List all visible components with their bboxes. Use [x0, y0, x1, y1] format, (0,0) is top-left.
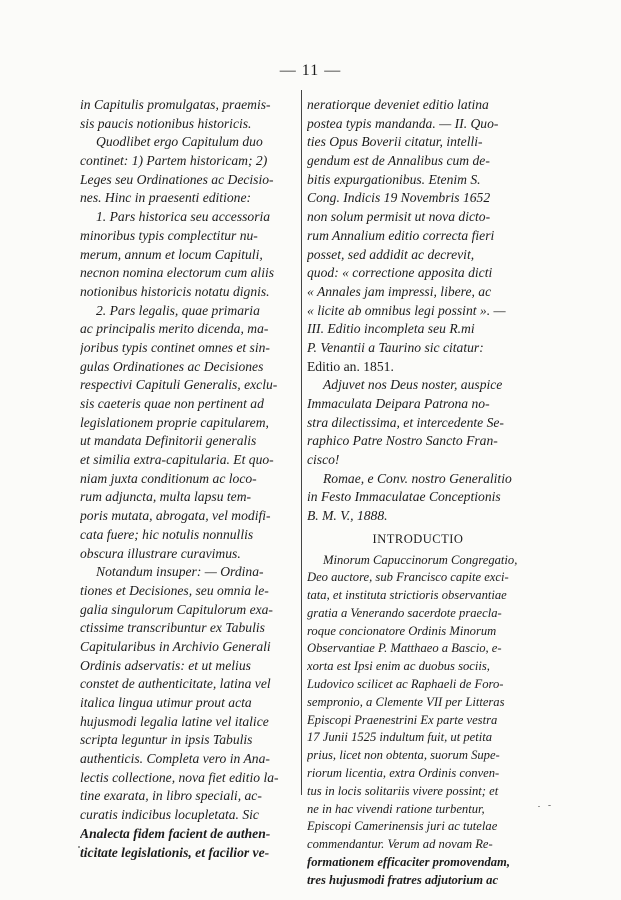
text-line: Analecta fidem facient de authen-: [80, 825, 271, 841]
text-line: Capitularibus in Archivio Generali: [80, 638, 271, 654]
text-line: rum Annalium editio correcta fieri: [307, 227, 495, 243]
text-line: neratiorque deveniet editio latina: [307, 97, 489, 112]
text-line: bitis expurgationibus. Etenim S.: [307, 171, 481, 187]
text-line: « licite ab omnibus legi possint ». —: [307, 302, 506, 318]
text-line: cisco!: [307, 452, 340, 468]
text-line: III. Editio incompleta seu R.mi: [307, 321, 475, 337]
text-line: xorta est Ipsi enim ac duobus sociis,: [307, 659, 490, 674]
text-line: raphico Patre Nostro Sancto Fran-: [307, 433, 498, 449]
text-line: P. Venantii a Taurino sic citatur:: [307, 339, 484, 355]
text-line: commendantur. Verum ad novam Re-: [307, 837, 493, 852]
text-line: formationem efficaciter promovendam,: [307, 855, 510, 870]
text-line: non solum permisit ut nova dicto-: [307, 209, 491, 225]
text-line: italica lingua utimur prout acta: [80, 695, 252, 710]
text-line: sis caeteris quae non pertinent ad: [80, 396, 264, 411]
text-line: lectis collectione, nova fiet editio la-: [80, 769, 279, 785]
text-line: Romae, e Conv. nostro Generalitio: [323, 470, 512, 486]
text-line: joribus typis continet omnes et sin-: [80, 339, 270, 355]
text-line: ticitate legislationis, et facilior ve-: [80, 844, 270, 860]
text-line: stra dilectissima, et intercedente Se-: [307, 414, 504, 430]
introductio-heading: INTRODUCTIO: [372, 531, 464, 546]
text-line: legislationem proprie capitularem,: [80, 414, 269, 430]
text-line: rum adjuncta, multa lapsu tem-: [80, 489, 252, 505]
text-line: scripta leguntur in ipsis Tabulis: [80, 732, 253, 748]
text-line: necnon nomina electorum cum aliis: [80, 265, 275, 281]
right-column: [307, 96, 529, 890]
text-line: hujusmodi legalia latine vel italice: [80, 713, 269, 729]
text-line: roque concionatore Ordinis Minorum: [307, 623, 497, 638]
page-number: — 11 —: [279, 62, 342, 79]
text-line: ctissime transcribuntur ex Tabulis: [80, 620, 265, 636]
text-line: sis paucis notionibus historicis.: [80, 115, 252, 131]
text-line: gulas Ordinationes ac Decisiones: [80, 358, 264, 374]
text-line: in Capitulis promulgatas, praemis-: [80, 97, 271, 112]
text-line: authenticis. Completa vero in Ana-: [80, 751, 270, 767]
text-line: minoribus typis complectitur nu-: [80, 227, 258, 243]
introductio-text: [307, 552, 529, 890]
column-divider: [301, 90, 302, 795]
text-line: ac principalis merito dicenda, ma-: [80, 321, 269, 337]
text-line: B. M. V., 1888.: [307, 508, 388, 524]
print-speck: [78, 846, 80, 848]
text-line: cata fuere; hic notulis nonnullis: [80, 526, 254, 542]
text-line: Minorum Capuccinorum Congregatio,: [323, 552, 518, 567]
text-line: riorum licentia, extra Ordinis conven-: [307, 766, 500, 781]
right-column-text: [307, 96, 529, 526]
text-line: ne in hac vivendi ratione turbentur,: [307, 801, 485, 816]
text-line: Quodlibet ergo Capitulum duo: [96, 134, 263, 150]
text-line: Episcopi Praenestrini Ex parte vestra: [307, 712, 498, 727]
text-line: prius, licet non obtenta, suorum Supe-: [307, 748, 500, 763]
text-line: tata, et instituta strictioris observantiae: [307, 588, 507, 603]
text-line: Deo auctore, sub Francisco capite exci-: [307, 570, 509, 585]
text-line: notionibus historicis notatu dignis.: [80, 283, 270, 299]
text-line: 17 Junii 1525 indultum fuit, ut petita: [307, 730, 493, 745]
text-line: quod: « correctione apposita dicti: [307, 265, 493, 281]
text-line: Editio an. 1851.: [307, 358, 394, 374]
text-line: respectivi Capituli Generalis, exclu-: [80, 377, 278, 393]
text-line: « Annales jam impressi, libere, ac: [307, 283, 492, 299]
text-line: Episcopi Camerinensis juri ac tutelae: [307, 819, 498, 834]
text-line: tres hujusmodi fratres adjutorium ac: [307, 872, 499, 887]
text-line: obscura illustrare curavimus.: [80, 545, 241, 561]
text-line: Cong. Indicis 19 Novembris 1652: [307, 190, 491, 206]
text-line: postea typis mandanda. — II. Quo-: [307, 115, 499, 131]
text-line: tiones et Decisiones, seu omnia le-: [80, 582, 269, 598]
text-line: tus in locis solitariis vivere possint; et: [307, 783, 499, 798]
text-line: ut mandata Definitorii generalis: [80, 433, 257, 449]
text-line: Observantiae P. Matthaeo a Bascio, e-: [307, 641, 502, 656]
text-line: 2. Pars legalis, quae primaria: [96, 302, 260, 318]
text-line: sempronio, a Clemente VII per Litteras: [307, 694, 505, 709]
text-line: Leges seu Ordinationes ac Decisio-: [80, 171, 274, 187]
print-speck: [538, 806, 540, 807]
text-line: ties Opus Boverii citatur, intelli-: [307, 134, 483, 150]
text-line: in Festo Immaculatae Conceptionis: [307, 489, 501, 505]
text-line: Adjuvet nos Deus noster, auspice: [323, 377, 503, 393]
print-speck: [548, 805, 551, 806]
text-line: galia singulorum Capitulorum exa-: [80, 601, 273, 617]
text-line: constet de authenticitate, latina vel: [80, 676, 271, 692]
text-line: et similia extra-capitularia. Et quo-: [80, 452, 274, 468]
text-line: Ludovico scilicet ac Raphaeli de Foro-: [307, 677, 504, 692]
text-line: Immaculata Deipara Patrona no-: [307, 396, 490, 411]
left-column: [80, 96, 295, 862]
text-line: poris mutata, abrogata, vel modifi-: [80, 508, 271, 524]
text-line: 1. Pars historica seu accessoria: [96, 209, 271, 225]
text-line: continet: 1) Partem historicam; 2): [80, 153, 268, 169]
text-line: Ordinis adservatis: et ut melius: [80, 657, 251, 673]
text-line: gratia a Venerando sacerdote praecla-: [307, 605, 502, 620]
text-line: merum, annum et locum Capituli,: [80, 246, 263, 262]
text-line: gendum est de Annalibus cum de-: [307, 153, 490, 169]
text-line: curatis indicibus locupletata. Sic: [80, 807, 259, 823]
text-line: posset, sed addidit ac decrevit,: [307, 246, 475, 262]
text-line: Notandum insuper: — Ordina-: [96, 564, 264, 580]
text-line: nes. Hinc in praesenti editione:: [80, 190, 252, 206]
text-line: tine exarata, in libro speciali, ac-: [80, 788, 262, 804]
text-line: niam juxta conditionum ac loco-: [80, 470, 257, 486]
